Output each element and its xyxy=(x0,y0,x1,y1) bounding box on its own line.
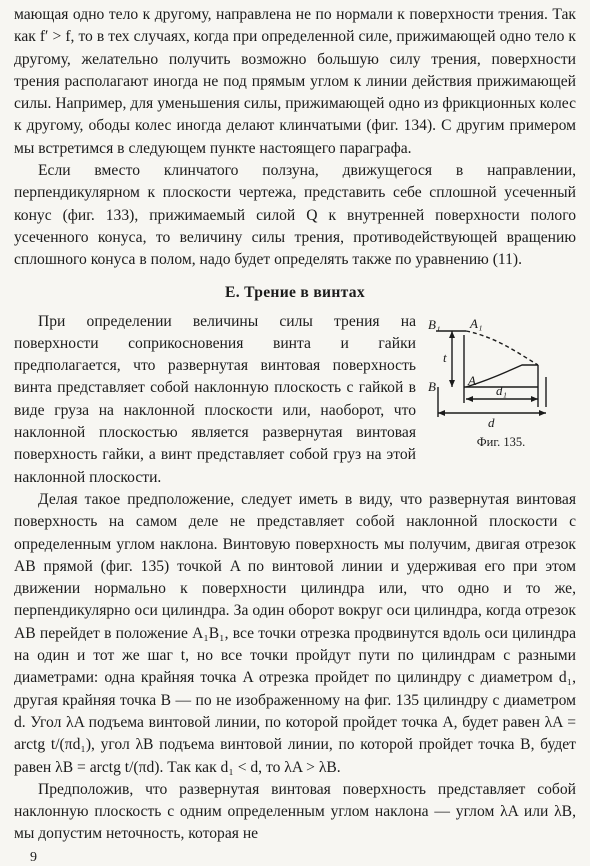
label-A: A xyxy=(468,372,476,388)
paragraph-1: мающая одно тело к другому, направлена не по нормали к поверхности трения. Так как f′ > f, то в тех случаях, когда при определенной силе, прижимающей одно тело к другому, желательно получить возможно большую силу трения, поверхности трения располагают иногда не под прямым углом к линии действия прижимающей силы. Например, для уменьшения силы, прижимающей одно из фрикционных колес к другому, ободы колес иногда делают клинчатыми (фиг. 134). С другим примером мы встретимся в следующем пункте настоящего параграфа. xyxy=(14,6,576,157)
page-number: 9 xyxy=(30,850,37,865)
screw-diagram xyxy=(426,315,576,433)
label-d: d xyxy=(488,414,495,430)
label-d1: d₁ xyxy=(496,382,508,398)
figure-135 xyxy=(426,315,576,450)
figure-caption: Фиг. 135. xyxy=(476,434,526,449)
label-t: t xyxy=(443,349,447,365)
label-A1: A₁ xyxy=(470,315,483,331)
section-heading: Е. Трение в винтах xyxy=(225,283,365,301)
paragraph-4: Делая такое предположение, следует иметь в виду, что развернутая винтовая поверхность на самом деле не представляет собой наклонной плоскости с определенным углом наклона. Винтовую поверхность мы получим, двигая отрезок AB прямой (фиг. 135) точкой A по винтовой линии и удерживая его при этом движении нормально к поверхности цилиндра или, что одно и то же, перпендикулярно оси цилиндра. За один оборот вокруг оси цилиндра, когда отрезок AB перейдет в положение A₁B₁, все точки отрезка продвинутся вдоль оси цилиндра на один и тот же шаг t, но все точки пройдут пути по цилиндрам с разными диаметрами: одна крайняя точка A отрезка пройдет по цилиндру с диаметром d₁, другая крайняя точка B — по не изображенному на фиг. 135 цилиндру с диаметром d. Угол λA подъема винтовой линии, по которой пройдет точка A, будет равен λA = arctg t/(πd₁), угол λB подъема винтовой линии, по которой пройдет точка B, будет равен λB = arctg t/(πd). Так как d₁ < d, то λA > λB. xyxy=(14,490,576,776)
label-B1: B₁ xyxy=(428,316,441,332)
paragraph-3: При определении величины силы трения на поверхности соприкосновения винта и гайки предполагается, что развернутая винтовая поверхность винта представляет собой наклонную плоскость с гайкой в виде груза на наклонной плоскости или, наоборот, что наклонной плоскостью является развернутая винтовая поверхность гайки, а винт представляет собой груз на этой наклонной плоскости. xyxy=(14,312,416,486)
paragraph-5: Предположив, что развернутая винтовая поверхность представляет собой наклонную плоскость с одним определенным углом наклона — углом λA или λB, мы допустим неточность, которая не xyxy=(14,780,576,843)
book-page xyxy=(14,4,576,846)
paragraph-2: Если вместо клинчатого ползуна, движущегося в направлении, перпендикулярном к плоскости чертежа, представить себе сплошной усеченный конус (фиг. 133), прижимаемый силой Q к внутренней поверхности полого усеченного конуса, то величину силы трения, противодействующей вращению сплошного конуса в полом, надо будет определять также по уравнению (11). xyxy=(14,162,576,269)
label-B: B xyxy=(428,378,436,394)
